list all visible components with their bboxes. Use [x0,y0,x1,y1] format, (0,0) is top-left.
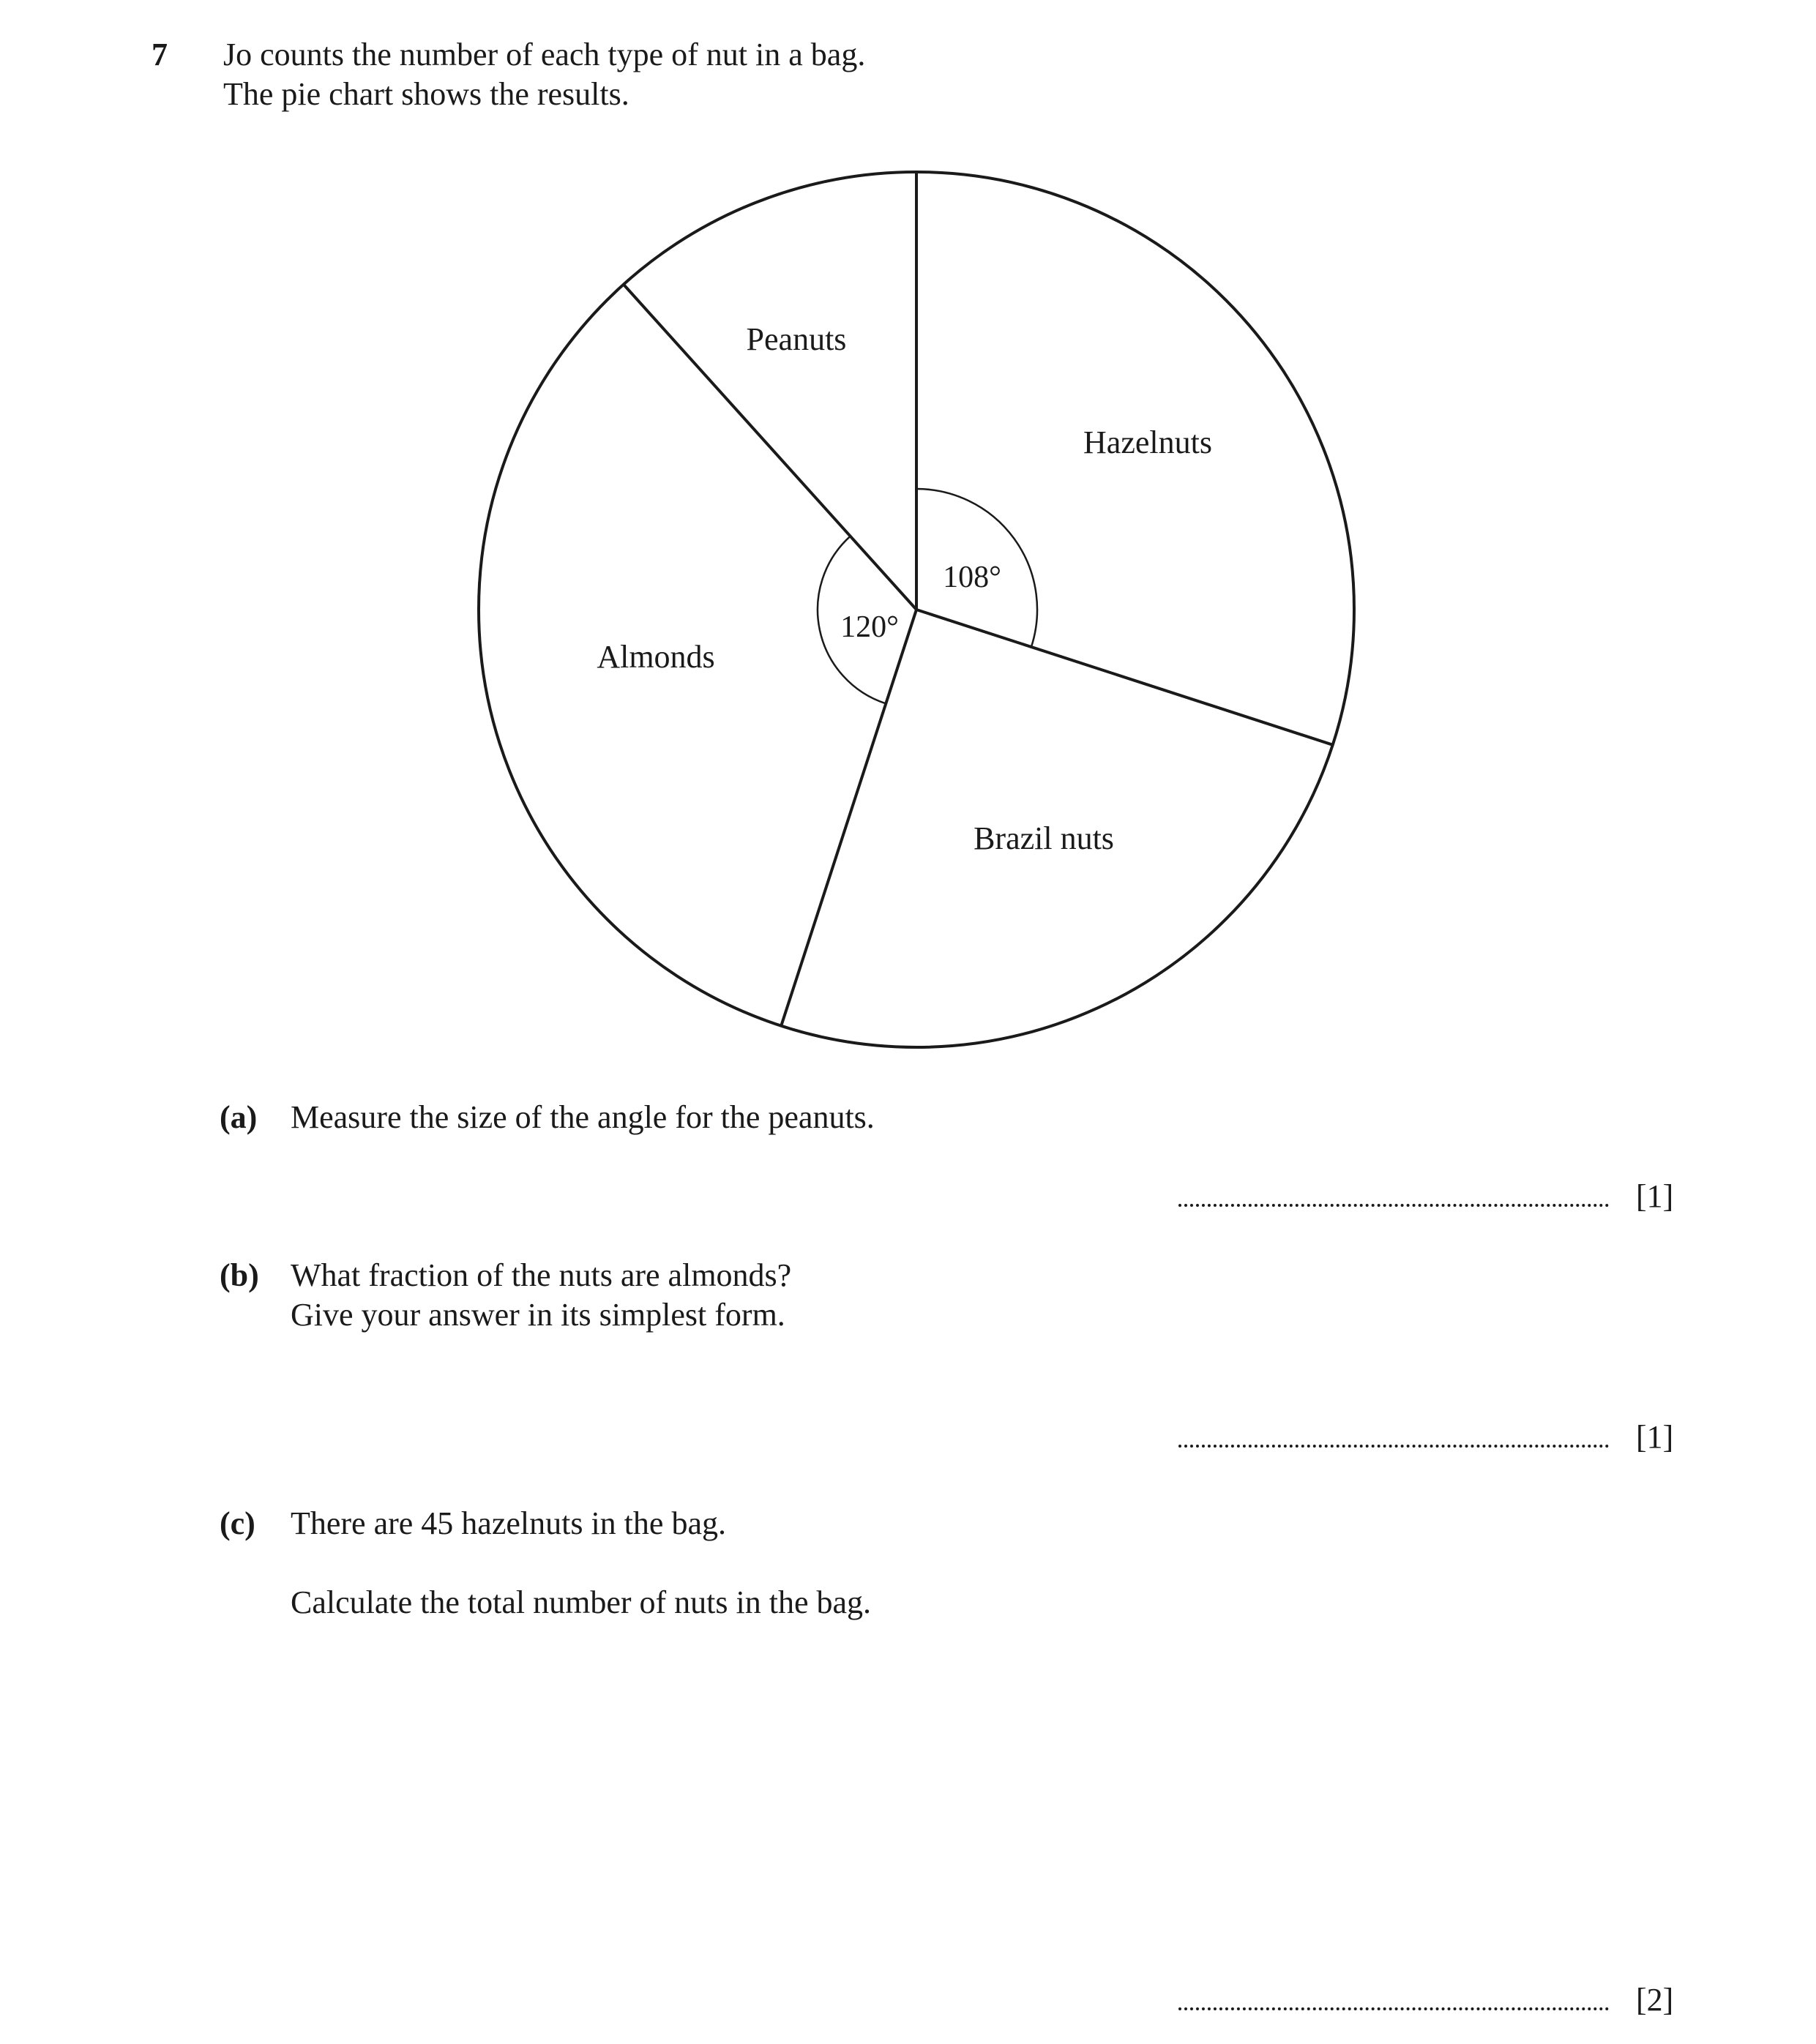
slice-label-peanuts: Peanuts [746,321,847,357]
part-b-line-1: What fraction of the nuts are almonds? [291,1257,792,1293]
slice-label-brazil-nuts: Brazil nuts [974,820,1114,856]
slice-label-almonds: Almonds [597,639,715,675]
answer-dots[interactable] [1178,1423,1609,1448]
intro-line-2: The pie chart shows the results. [223,76,629,112]
part-b-line-2: Give your answer in its simplest form. [291,1297,785,1333]
slice-label-hazelnuts: Hazelnuts [1083,424,1212,460]
part-c-text [291,1504,871,1622]
part-b-text [291,1256,791,1335]
part-b-answer-line[interactable] [1178,1418,1674,1457]
answer-dots[interactable] [1178,1182,1609,1207]
intro-line-1: Jo counts the number of each type of nut in a bag. [223,37,866,72]
part-b-marks: [1] [1636,1419,1674,1455]
part-b-letter: (b) [220,1257,259,1293]
part-a-letter: (a) [220,1099,258,1135]
answer-dots[interactable] [1178,1985,1609,2010]
part-c-line-2: Calculate the total number of nuts in the bag. [291,1584,872,1620]
part-c-answer-line[interactable] [1178,1980,1674,2020]
part-c-marks: [2] [1636,1982,1674,2018]
angle-label-almonds: 120° [840,610,899,644]
part-c-spacer [291,1543,871,1583]
part-a-answer-line[interactable] [1178,1177,1674,1216]
part-a-line-1: Measure the size of the angle for the peanuts. [291,1099,875,1135]
part-c-letter: (c) [220,1505,255,1541]
part-a-text [291,1098,875,1137]
angle-label-hazelnuts: 108° [943,561,1001,594]
part-c-line-1: There are 45 hazelnuts in the bag. [291,1505,726,1541]
question-number: 7 [152,37,168,72]
part-a-marks: [1] [1636,1178,1674,1214]
